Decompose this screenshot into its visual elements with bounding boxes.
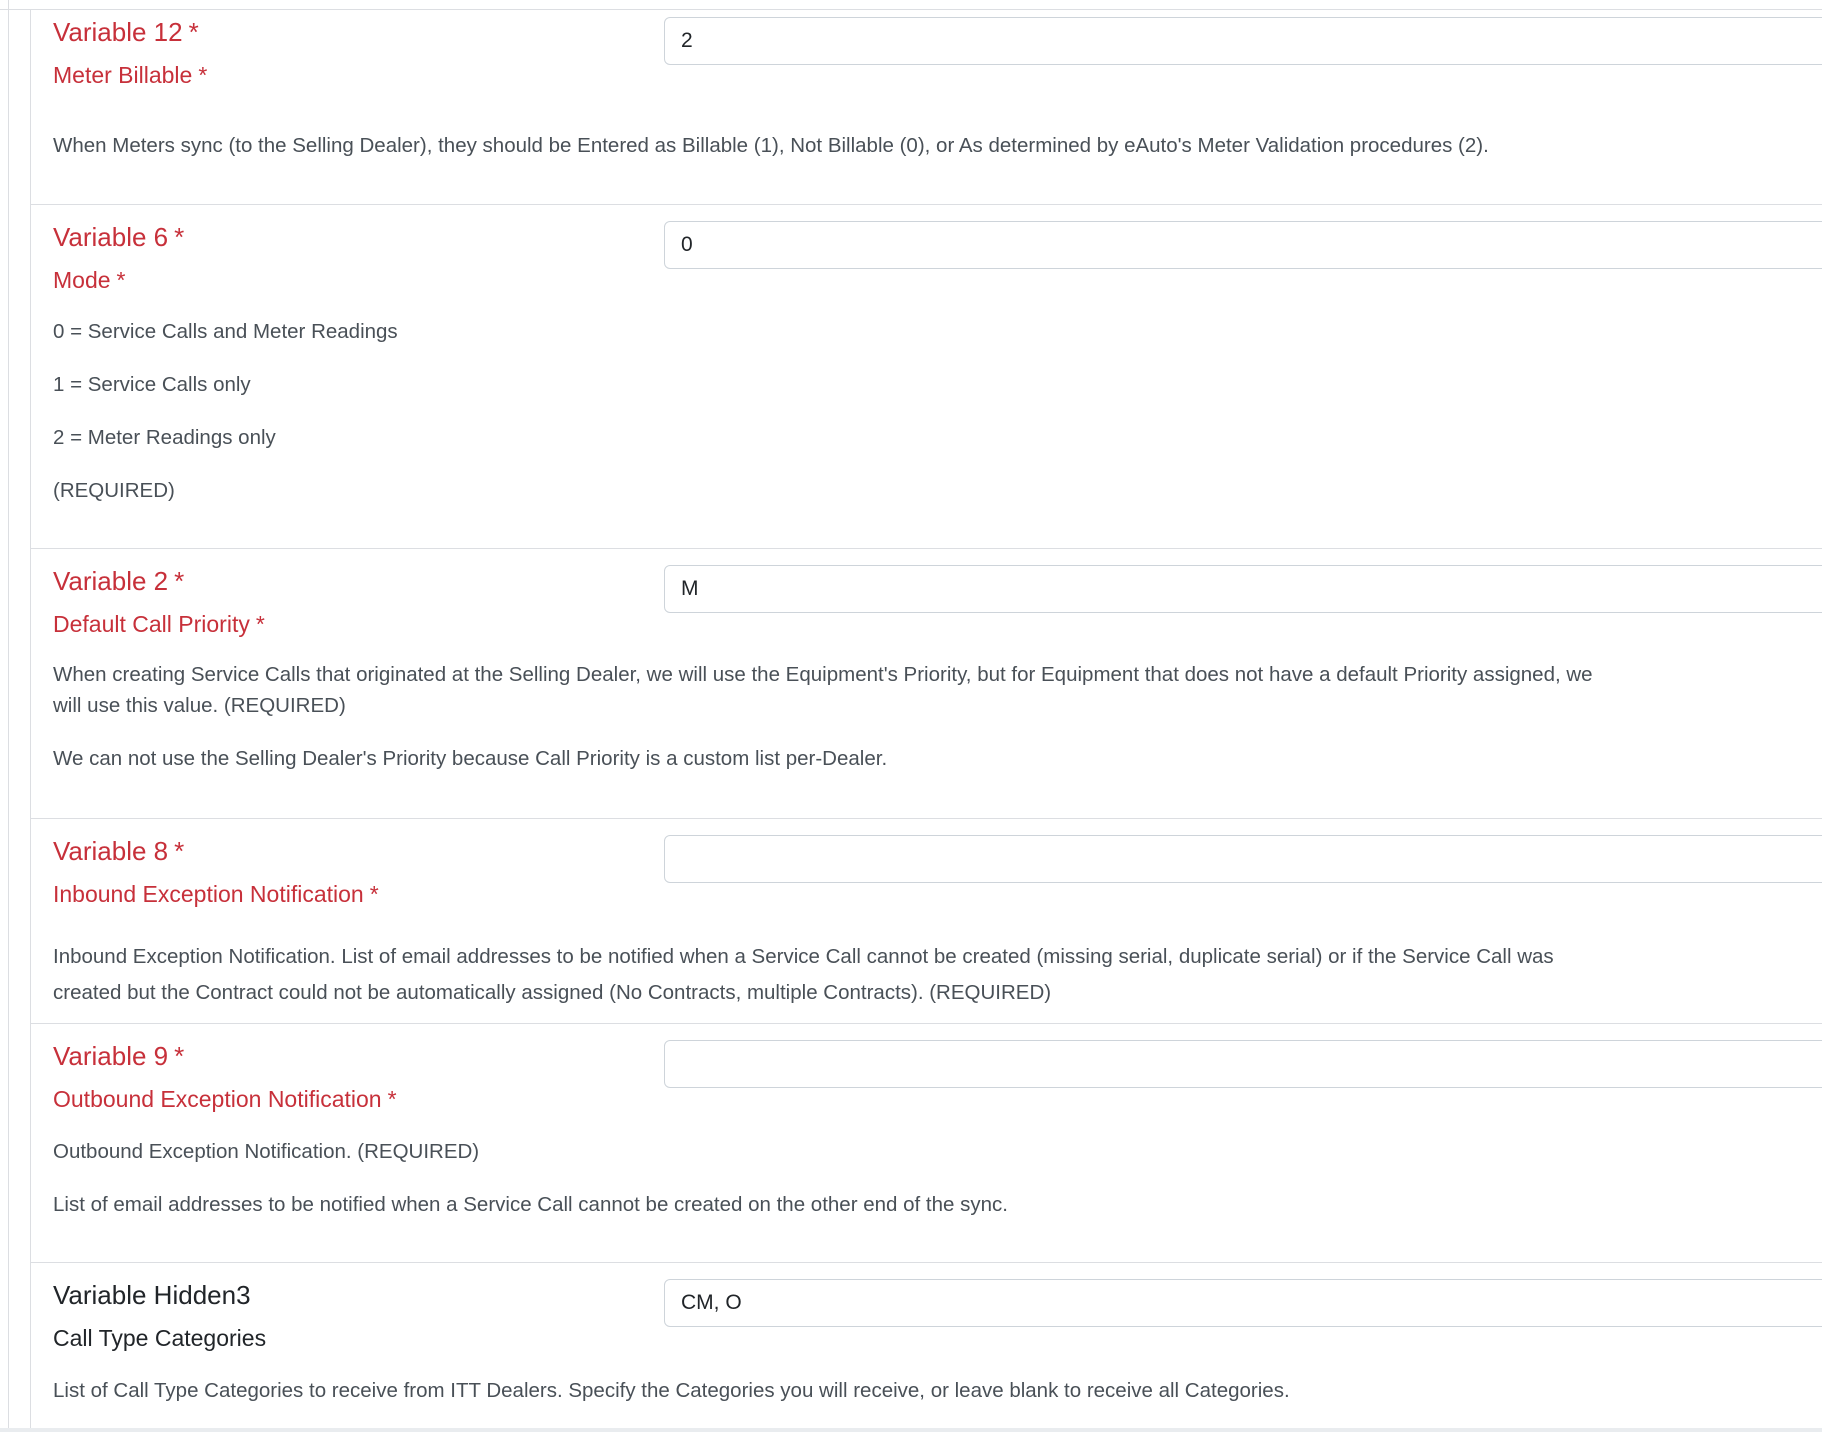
required-marker: * xyxy=(116,267,126,293)
required-marker: * xyxy=(369,881,379,907)
variable-title: Variable 8 * xyxy=(53,836,185,866)
description-text: When Meters sync (to the Selling Dealer), they should be Entered as Billable (1), Not Billable (0), or As determined by eAuto's Meter Validation procedures (2). xyxy=(53,134,1489,157)
description-text: 0 = Service Calls and Meter Readings xyxy=(53,320,398,343)
bottom-edge xyxy=(0,1428,1822,1432)
variable-row-2 xyxy=(31,549,1822,819)
variable-description xyxy=(53,1373,1593,1409)
variable-row-6 xyxy=(31,205,1822,549)
required-marker: * xyxy=(174,566,185,596)
variable-2-input[interactable] xyxy=(664,565,1822,613)
description-text: List of email addresses to be notified when a Service Call cannot be created on the other end of the sync. xyxy=(53,1193,1008,1216)
variable-subtitle: Mode * xyxy=(53,267,126,293)
required-marker: * xyxy=(174,1041,185,1071)
top-divider xyxy=(0,0,1822,10)
variables-list xyxy=(30,10,1822,1432)
variable-description xyxy=(53,939,1593,1011)
required-marker: * xyxy=(188,17,199,47)
description-text: When creating Service Calls that originated at the Selling Dealer, we will use the Equipment's Priority, but for Equipment that does not have a default Priority assigned, we will use this value. (REQUIRED) xyxy=(53,663,1593,717)
variable-6-input[interactable] xyxy=(664,221,1822,269)
required-marker: * xyxy=(255,611,265,637)
variable-subtitle: Inbound Exception Notification * xyxy=(53,881,379,907)
variable-12-input[interactable] xyxy=(664,17,1822,65)
description-text: We can not use the Selling Dealer's Priority because Call Priority is a custom list per-Dealer. xyxy=(53,747,888,770)
variable-row-12 xyxy=(31,10,1822,205)
required-marker: * xyxy=(174,222,185,252)
variable-description xyxy=(53,314,1593,509)
variable-subtitle: Outbound Exception Notification * xyxy=(53,1086,397,1112)
description-text: 1 = Service Calls only xyxy=(53,373,251,396)
required-marker: * xyxy=(387,1086,397,1112)
variable-8-input[interactable] xyxy=(664,835,1822,883)
variable-row-9 xyxy=(31,1024,1822,1263)
variable-description xyxy=(53,1134,1593,1223)
variable-9-input[interactable] xyxy=(664,1040,1822,1088)
required-marker: * xyxy=(174,836,185,866)
variable-title: Variable 6 * xyxy=(53,222,185,252)
left-divider xyxy=(8,0,9,1432)
required-marker: * xyxy=(198,62,208,88)
variable-hidden3-input[interactable] xyxy=(664,1279,1822,1327)
description-text: 2 = Meter Readings only xyxy=(53,426,276,449)
variable-title: Variable 2 * xyxy=(53,566,185,596)
description-text: List of Call Type Categories to receive from ITT Dealers. Specify the Categories you will receive, or leave blank to receive all Categories. xyxy=(53,1379,1290,1402)
variable-subtitle: Default Call Priority * xyxy=(53,611,265,637)
description-text: Inbound Exception Notification. List of email addresses to be notified when a Service Call cannot be created (missing serial, duplicate serial) or if the Service Call was created but the Contract could not be automatically assigned (No Contracts, multiple Contracts). (REQUIRED) xyxy=(53,945,1554,1004)
variable-subtitle: Meter Billable * xyxy=(53,62,208,88)
variable-subtitle: Call Type Categories xyxy=(53,1325,267,1351)
variable-row-8 xyxy=(31,819,1822,1024)
description-text: (REQUIRED) xyxy=(53,479,175,502)
variable-row-hidden3 xyxy=(31,1263,1822,1432)
description-text: Outbound Exception Notification. (REQUIRED) xyxy=(53,1140,480,1163)
variable-title: Variable Hidden3 xyxy=(53,1280,251,1310)
variable-title: Variable 9 * xyxy=(53,1041,185,1071)
variable-title: Variable 12 * xyxy=(53,17,199,47)
variable-description xyxy=(53,128,1593,164)
variable-description xyxy=(53,659,1593,774)
